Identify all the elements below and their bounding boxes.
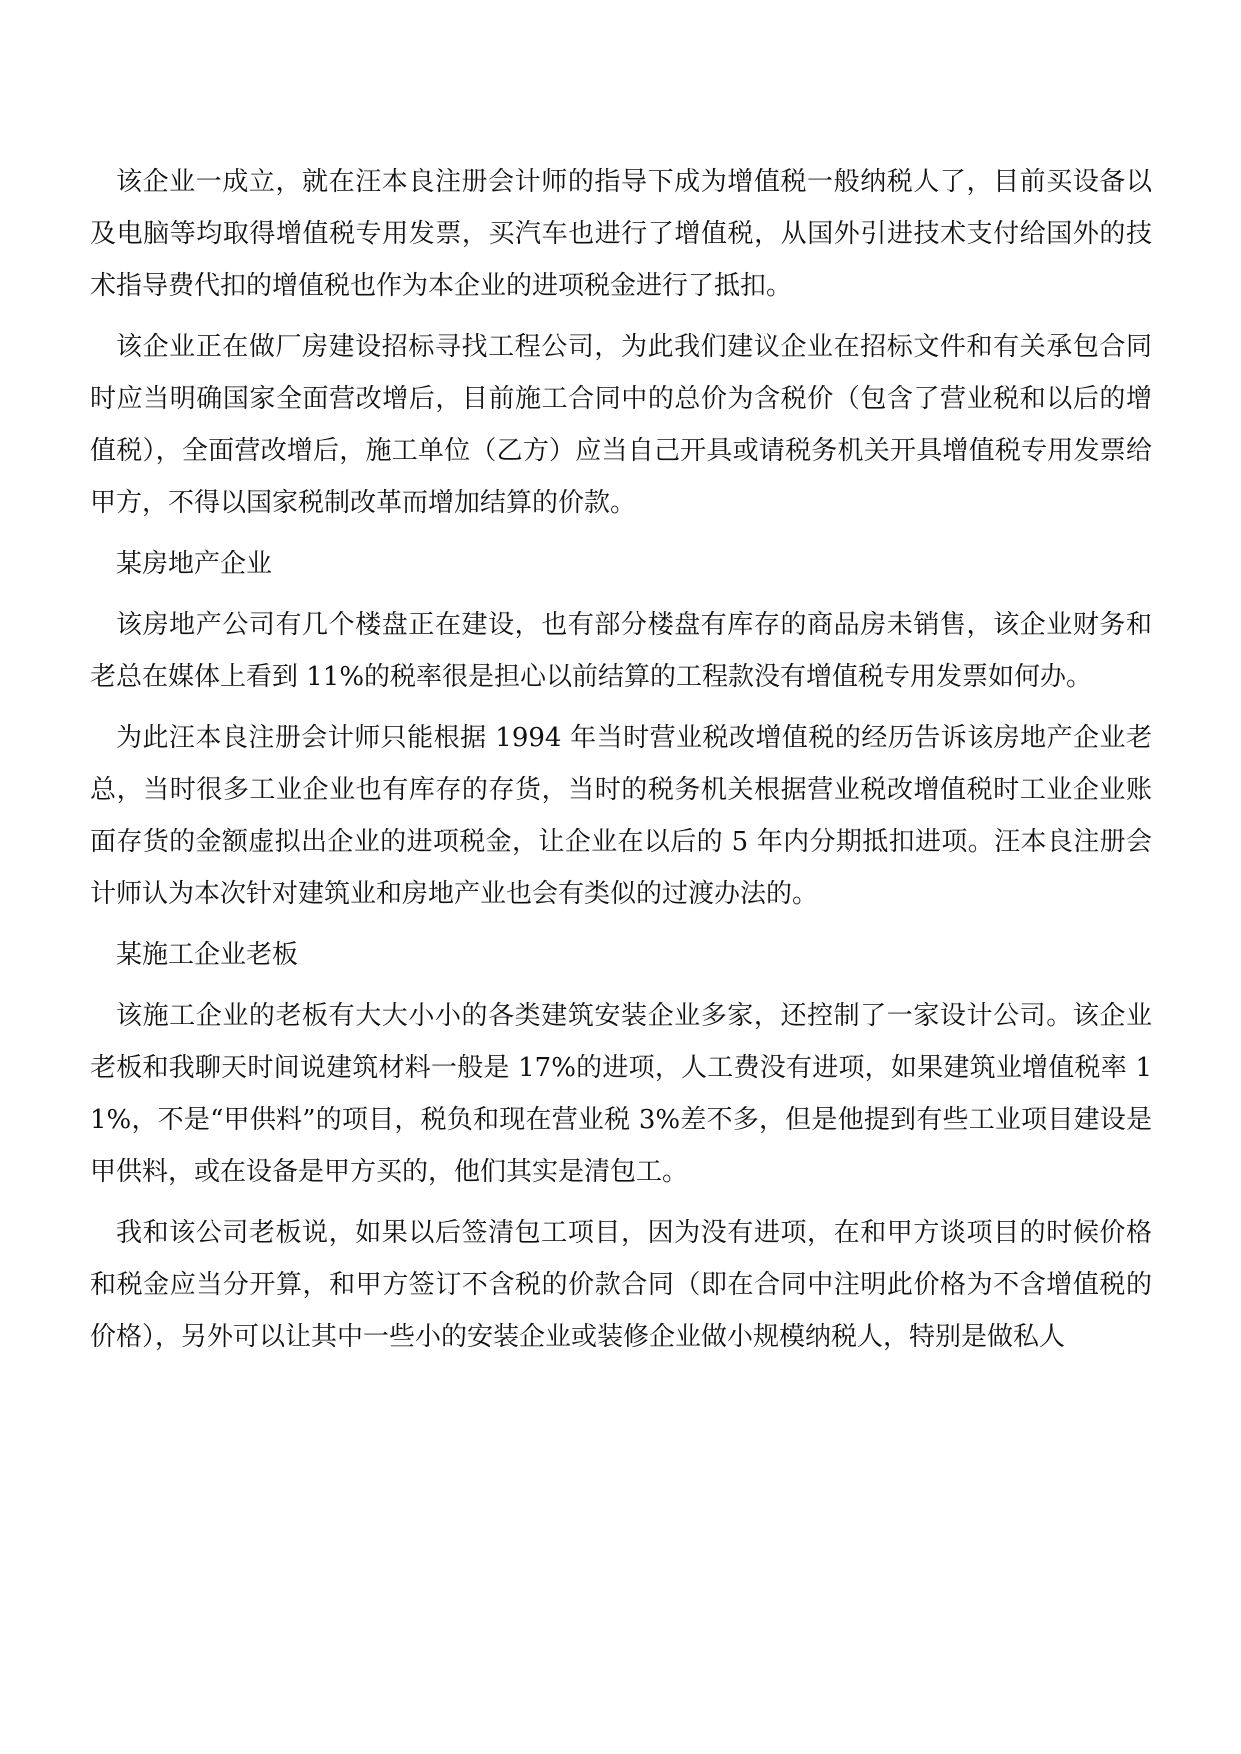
paragraph-vat-registration: 该企业一成立，就在汪本良注册会计师的指导下成为增值税一般纳税人了，目前买设备以及电脑等均取得增值税专用发票，买汽车也进行了增值税，从国外引进技术支付给国外的技术指导费代扣的增值税也作为本企业的进项税金进行了抵扣。 (90, 167, 1152, 301)
document-body (90, 156, 1152, 1372)
paragraph-labor-contract-advice: 我和该公司老板说，如果以后签清包工项目，因为没有进项，在和甲方谈项目的时候价格和税金应当分开算，和甲方签订不含税的价款合同（即在合同中注明此价格为不含增值税的价格），另外可以让其中一些小的安装企业或装修企业做小规模纳税人，特别是做私人 (90, 1218, 1152, 1352)
paragraph-factory-bidding: 该企业正在做厂房建设招标寻找工程公司，为此我们建议企业在招标文件和有关承包合同时应当明确国家全面营改增后，目前施工合同中的总价为含税价（包含了营业税和以后的增值税），全面营改增后，施工单位（乙方）应当自己开具或请税务机关开具增值税专用发票给甲方，不得以国家税制改革而增加结算的价款。 (90, 332, 1152, 518)
paragraph-1994-transition: 为此汪本良注册会计师只能根据 1994 年当时营业税改增值税的经历告诉该房地产企业老总，当时很多工业企业也有库存的存货，当时的税务机关根据营业税改增值税时工业企业账面存货的金额虚拟出企业的进项税金，让企业在以后的 5 年内分期抵扣进项。汪本良注册会计师认为本次针对建筑业和房地产业也会有类似的过渡办法的。 (90, 723, 1152, 909)
section-heading-real-estate: 某房地产企业 (116, 549, 273, 579)
section-heading-construction-boss: 某施工企业老板 (116, 940, 299, 970)
paragraph-real-estate-concern: 该房地产公司有几个楼盘正在建设，也有部分楼盘有库存的商品房未销售，该企业财务和老总在媒体上看到 11%的税率很是担心以前结算的工程款没有增值税专用发票如何办。 (90, 610, 1152, 692)
paragraph-construction-materials: 该施工企业的老板有大大小小的各类建筑安装企业多家，还控制了一家设计公司。该企业老板和我聊天时间说建筑材料一般是 17%的进项，人工费没有进项，如果建筑业增值税率 11%，不是“甲供料”的项目，税负和现在营业税 3%差不多，但是他提到有些工业项目建设是甲供料，或在设备是甲方买的，他们其实是清包工。 (90, 1001, 1152, 1187)
